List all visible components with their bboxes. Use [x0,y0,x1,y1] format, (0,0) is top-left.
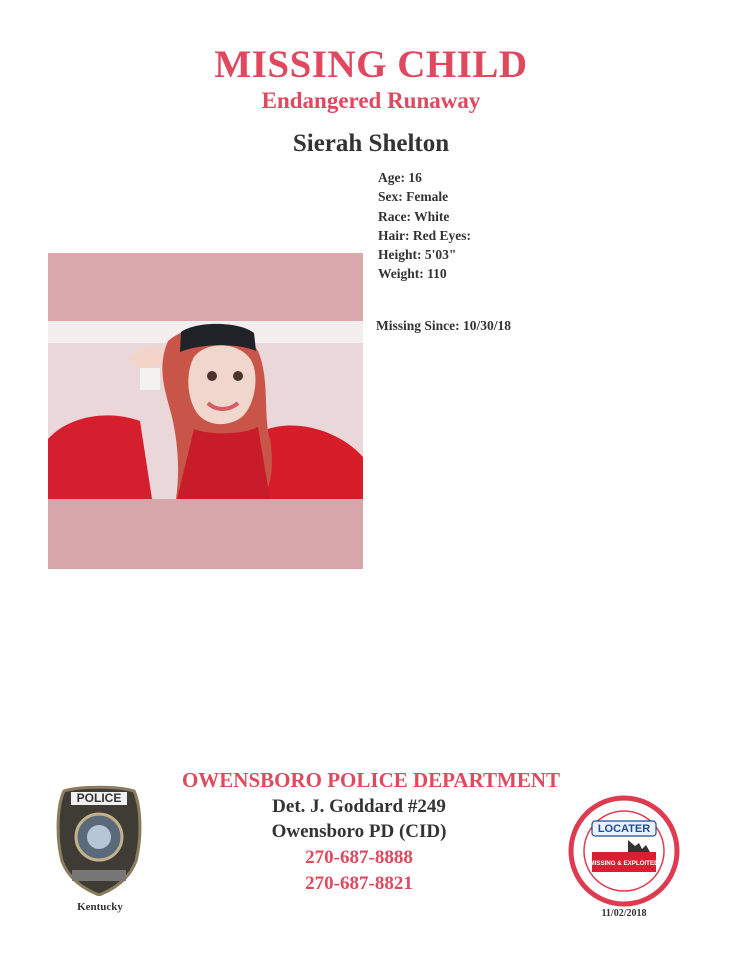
detective-name: Det. J. Goddard #249 [272,796,446,817]
photo-scene [48,321,363,499]
department-unit: Owensboro PD (CID) [271,821,447,842]
missing-since-text: Missing Since: 10/30/18 [376,318,512,333]
photo-bottom-band [48,499,363,569]
hair-eyes-text: Hair: Red Eyes: [378,227,471,243]
locater-seal-icon [568,795,680,907]
phone-number-1: 270-687-8888 [305,847,413,868]
phone-number-2: 270-687-8821 [305,873,413,894]
height-text: Height: 5'03" [378,247,457,263]
poster-subtitle: Endangered Runaway [261,88,481,113]
sex-text: Sex: Female [378,189,449,205]
poster-title: MISSING CHILD [214,43,528,86]
child-name: Sierah Shelton [292,130,450,157]
portrait-illustration [48,321,363,499]
locater-name: LOCATER [597,823,651,835]
child-photo [48,253,363,569]
photo-top-band [48,253,363,321]
locater-date: 11/02/2018 [601,908,647,919]
age-text: Age: 16 [378,170,422,185]
badge-top-text: POLICE [76,791,122,805]
child-details [378,168,471,284]
department-name: OWENSBORO POLICE DEPARTMENT [181,768,561,792]
locater-logo-text: MISSING & EXPLOITED [589,860,659,867]
weight-text: Weight: 110 [378,266,447,282]
race-text: Race: White [378,208,450,224]
badge-caption: Kentucky [77,901,123,913]
